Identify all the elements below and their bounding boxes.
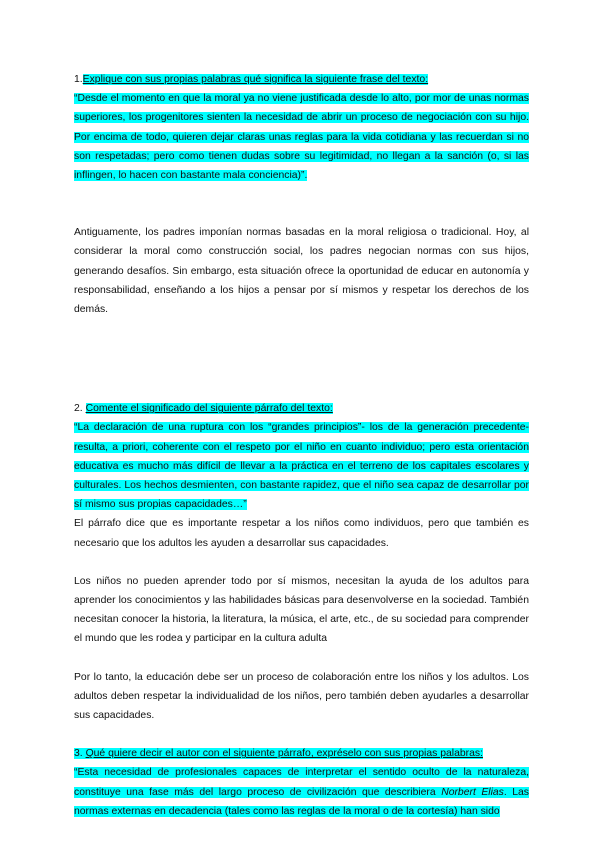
question-3-heading	[74, 744, 529, 763]
question-3-text: Qué quiere decir el autor con el siguiente párrafo, expréselo con sus propias palabras:	[85, 748, 483, 760]
question-1-heading	[74, 70, 529, 89]
question-3-number: 3.	[74, 748, 83, 760]
question-1-number: 1.	[74, 74, 83, 85]
question-3-quote-author: Norbert Elias	[441, 786, 504, 798]
spacer	[74, 319, 529, 399]
spacer	[74, 185, 529, 223]
question-1-text: Explique con sus propias palabras qué significa la siguiente frase del texto:	[82, 74, 429, 85]
spacer	[74, 553, 529, 572]
answer-2-paragraph-3: Por lo tanto, la educación debe ser un proceso de colaboración entre los niños y los adultos. Los adultos deben respetar la individualidad de los niños, pero también deben ayudarles a desarrollar sus capacidades.	[74, 671, 529, 722]
answer-2-paragraph-1: El párrafo dice que es importante respetar a los niños como individuos, pero que también es necesario que los adultos les ayuden a desarrollar sus capacidades.	[74, 518, 529, 549]
question-2-heading	[74, 399, 529, 418]
question-1-quote-text: “Desde el momento en que la moral ya no viene justificada desde lo alto, por mor de unas normas superiores, los progenitores sienten la necesidad de abrir un proceso de negociación con su hijo. Por encima de todo, quieren dejar claras unas reglas para la vida cotidiana y las recuerdan si no son respetadas; pero como tienen dudas sobre su legitimidad, no llegan a la sanción (o, si las inflingen, lo hacen con bastante mala conciencia)”.	[74, 93, 529, 182]
question-3-quote	[74, 763, 529, 821]
question-1-quote	[74, 89, 529, 185]
spacer	[74, 725, 529, 744]
document-page	[74, 70, 529, 821]
answer-1-paragraph: Antiguamente, los padres imponían normas basadas en la moral religiosa o tradicional. Hoy, al considerar la moral como construcción social, los padres negocian normas con sus hijos, generando desafíos. Sin embargo, esta situación ofrece la oportunidad de educar en autonomía y responsabilidad, enseñando a los hijos a pensar por sí mismos y respetar los derechos de los demás.	[74, 227, 529, 316]
question-2-number: 2.	[74, 403, 83, 415]
question-3-quote-before: “Esta necesidad de profesionales capaces de interpretar el sentido oculto de la naturaleza, constituye una fase más del largo proceso de civilización que describiera	[74, 767, 529, 798]
question-2-quote	[74, 418, 529, 514]
answer-2-paragraph-2: Los niños no pueden aprender todo por sí mismos, necesitan la ayuda de los adultos para aprender los conocimientos y las habilidades básicas para desenvolverse en la sociedad. También necesitan conocer la historia, la literatura, la música, el arte, etc., de su sociedad para comprender el mundo que les rodea y participar en la cultura adulta	[74, 575, 529, 645]
spacer	[74, 649, 529, 668]
question-3-quote-after: . Las normas externas en decadencia (tales como las reglas de la moral o de la cortesía) han sido	[74, 786, 529, 817]
question-2-text: Comente el significado del siguiente párrafo del texto:	[85, 403, 333, 415]
question-2-quote-text: “La declaración de una ruptura con los “grandes principios”- los de la generación precedente- resulta, a priori, coherente con el respeto por el niño en cuanto individuo; pero esta orientación educativa es mucho más difícil de llevar a la práctica en el terreno de los capitales escolares y culturales. Los hechos desmienten, con bastante rapidez, que el niño sea capaz de desarrollar por sí mismo sus propias capacidades…”	[74, 422, 529, 511]
